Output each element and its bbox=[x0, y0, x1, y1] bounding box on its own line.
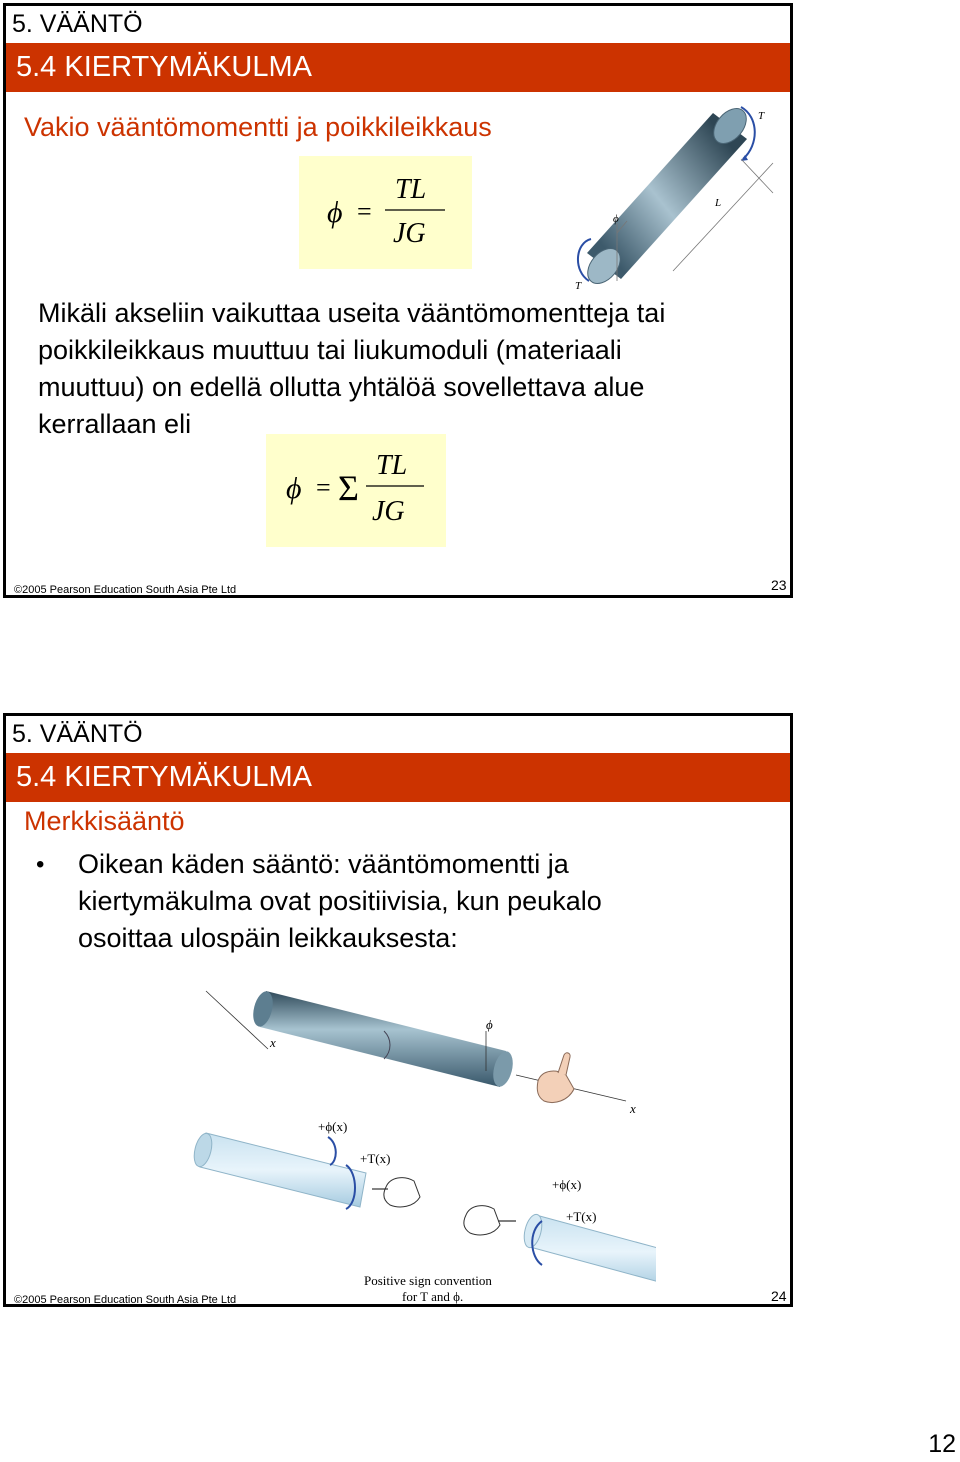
slide-24 bbox=[3, 713, 793, 1307]
slide-page-number: 24 bbox=[771, 1288, 787, 1304]
body-line: muuttuu) on edellä ollutta yhtälöä sovellettava alue bbox=[38, 372, 645, 402]
shaft-body bbox=[530, 1215, 656, 1289]
document-page-number: 12 bbox=[928, 1430, 956, 1458]
bullet-text bbox=[78, 846, 602, 957]
label-plus-torque: +T(x) bbox=[566, 1209, 597, 1224]
formula-equals: = bbox=[357, 197, 372, 226]
body-line: osoittaa ulospäin leikkauksesta: bbox=[78, 923, 458, 953]
formula-equals: = bbox=[316, 473, 331, 502]
top-shaft bbox=[250, 989, 516, 1088]
label-x: x bbox=[270, 1035, 276, 1050]
figure-caption: for T and ϕ. bbox=[402, 1289, 464, 1304]
label-t-top: T bbox=[758, 110, 765, 122]
shaft-body bbox=[260, 991, 506, 1087]
slide-page-number: 23 bbox=[771, 577, 787, 593]
right-hand-icon bbox=[372, 1178, 420, 1207]
label-length: L bbox=[715, 197, 722, 209]
label-x: x bbox=[630, 1101, 636, 1116]
body-line: Mikäli akseliin vaikuttaa useita vääntömomentteja tai bbox=[38, 298, 666, 328]
sum-formula-box bbox=[266, 434, 446, 547]
sign-convention-figure bbox=[186, 951, 656, 1306]
twist-angle-formula bbox=[299, 156, 472, 269]
slide-subtitle: Merkkisääntö bbox=[24, 806, 185, 836]
shaft bbox=[581, 103, 753, 290]
copyright-footer: ©2005 Pearson Education South Asia Pte Ltd bbox=[14, 584, 237, 596]
body-line: kiertymäkulma ovat positiivisia, kun peukalo bbox=[78, 886, 602, 916]
chapter-header: 5. VÄÄNTÖ bbox=[6, 6, 790, 43]
label-phi: ϕ bbox=[486, 1017, 493, 1032]
formula-denominator: JG bbox=[372, 496, 405, 527]
figure-caption: Positive sign convention bbox=[364, 1273, 492, 1288]
body-line: poikkileikkaus muuttuu tai liukumoduli (materiaali bbox=[38, 335, 622, 365]
sum-formula bbox=[266, 434, 446, 547]
label-plus-phi: +ϕ(x) bbox=[552, 1177, 582, 1192]
section-header: 5.4 KIERTYMÄKULMA bbox=[6, 43, 790, 92]
formula-sigma: Σ bbox=[338, 468, 359, 508]
body-line: Oikean käden sääntö: vääntömomentti ja bbox=[78, 849, 569, 879]
label-t-bottom: T bbox=[575, 280, 582, 292]
right-hand-icon bbox=[464, 1206, 516, 1235]
bottom-left-shaft bbox=[191, 1132, 366, 1209]
label-plus-torque: +T(x) bbox=[360, 1151, 391, 1166]
body-paragraph bbox=[38, 295, 665, 443]
formula-numerator: TL bbox=[395, 174, 427, 205]
slide-subtitle: Vakio vääntömomentti ja poikkileikkaus bbox=[24, 112, 492, 142]
shaft-body bbox=[200, 1133, 366, 1207]
chapter-header: 5. VÄÄNTÖ bbox=[6, 716, 790, 753]
formula-box bbox=[299, 156, 472, 269]
slide-23 bbox=[3, 3, 793, 598]
bottom-right-shaft bbox=[521, 1213, 656, 1289]
right-hand-icon bbox=[537, 1053, 574, 1103]
body-line: kerrallaan eli bbox=[38, 409, 192, 439]
label-plus-phi: +ϕ(x) bbox=[318, 1119, 348, 1134]
section-header: 5.4 KIERTYMÄKULMA bbox=[6, 753, 790, 802]
bullet-marker: • bbox=[36, 851, 45, 878]
formula-phi: ϕ bbox=[286, 472, 302, 505]
formula-denominator: JG bbox=[393, 218, 426, 249]
formula-phi: ϕ bbox=[327, 196, 343, 229]
formula-numerator: TL bbox=[376, 450, 408, 481]
shaft-torsion-figure bbox=[563, 103, 783, 298]
label-phi: ϕ bbox=[613, 213, 619, 225]
copyright-footer: ©2005 Pearson Education South Asia Pte Ltd bbox=[14, 1294, 237, 1306]
